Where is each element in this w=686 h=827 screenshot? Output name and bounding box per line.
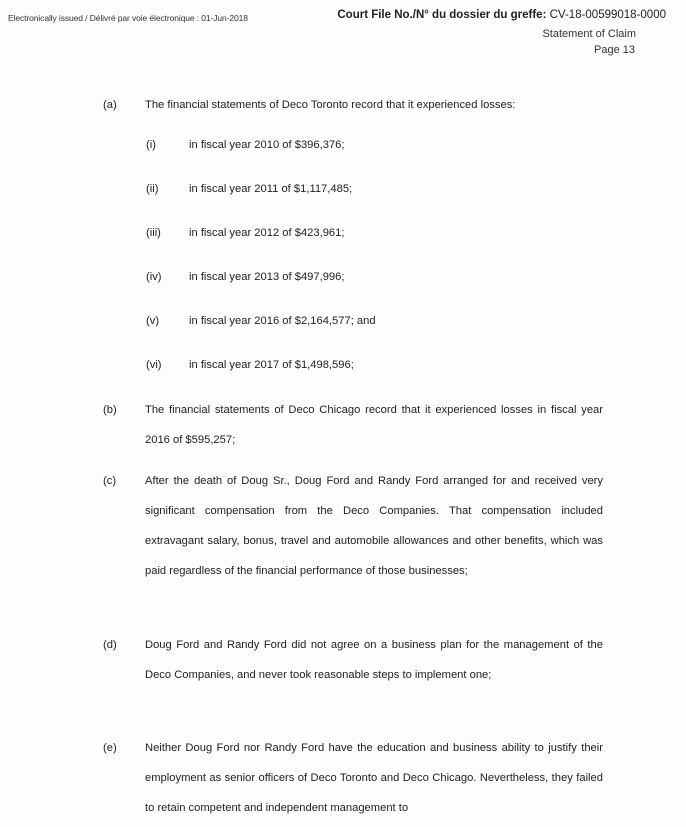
list-item-text: in fiscal year 2012 of $423,961; xyxy=(189,227,345,239)
document-title: Statement of Claim xyxy=(542,28,636,40)
paragraph-marker: (d) xyxy=(103,639,117,651)
list-item-text: in fiscal year 2017 of $1,498,596; xyxy=(189,359,354,371)
list-item-text: in fiscal year 2011 of $1,117,485; xyxy=(189,183,353,195)
paragraph-text: The financial statements of Deco Toronto record that it experienced losses: xyxy=(145,99,516,111)
paragraph-marker: (b) xyxy=(103,404,117,416)
paragraph-a xyxy=(103,90,603,120)
list-item-text: in fiscal year 2013 of $497,996; xyxy=(189,271,345,283)
list-item-marker: (v) xyxy=(146,315,160,327)
issued-stamp: Electronically issued / Délivré par voie électronique : 01-Jun-2018 xyxy=(8,13,248,23)
page-number: Page 13 xyxy=(594,44,635,56)
paragraph-c xyxy=(103,466,603,586)
paragraph-text: Neither Doug Ford nor Randy Ford have the education and business ability to justify their employment as senior officers of Deco Toronto and Deco Chicago. Nevertheless, they failed to retain competent and independent management to xyxy=(145,742,603,814)
paragraph-marker: (e) xyxy=(103,742,117,754)
list-item-marker: (iv) xyxy=(146,271,162,283)
paragraph-marker: (c) xyxy=(103,475,117,487)
paragraph-text: After the death of Doug Sr., Doug Ford and Randy Ford arranged for and received very significant compensation from the Deco Companies. That compensation included extravagant salary, bonus, travel and automobile allowances and other benefits, which was paid regardless of the financial performance of those businesses; xyxy=(145,475,603,577)
court-file-header xyxy=(337,9,666,21)
paragraph-marker: (a) xyxy=(103,99,117,111)
list-item-marker: (ii) xyxy=(146,183,159,195)
list-item-text: in fiscal year 2016 of $2,164,577; and xyxy=(189,315,376,327)
paragraph-e xyxy=(103,733,603,823)
list-item-text: in fiscal year 2010 of $396,376; xyxy=(189,139,345,151)
list-item-marker: (vi) xyxy=(146,359,162,371)
paragraph-d xyxy=(103,630,603,690)
list-item-marker: (iii) xyxy=(146,227,161,239)
paragraph-b xyxy=(103,395,603,455)
court-file-label: Court File No./N° du dossier du greffe: xyxy=(337,9,547,21)
paragraph-text: Doug Ford and Randy Ford did not agree on a business plan for the management of the Deco Companies, and never took reasonable steps to implement one; xyxy=(145,639,603,681)
list-item-marker: (i) xyxy=(146,139,156,151)
court-file-number: CV-18-00599018-0000 xyxy=(549,9,666,21)
paragraph-text: The financial statements of Deco Chicago record that it experienced losses in fiscal year 2016 of $595,257; xyxy=(145,404,603,446)
